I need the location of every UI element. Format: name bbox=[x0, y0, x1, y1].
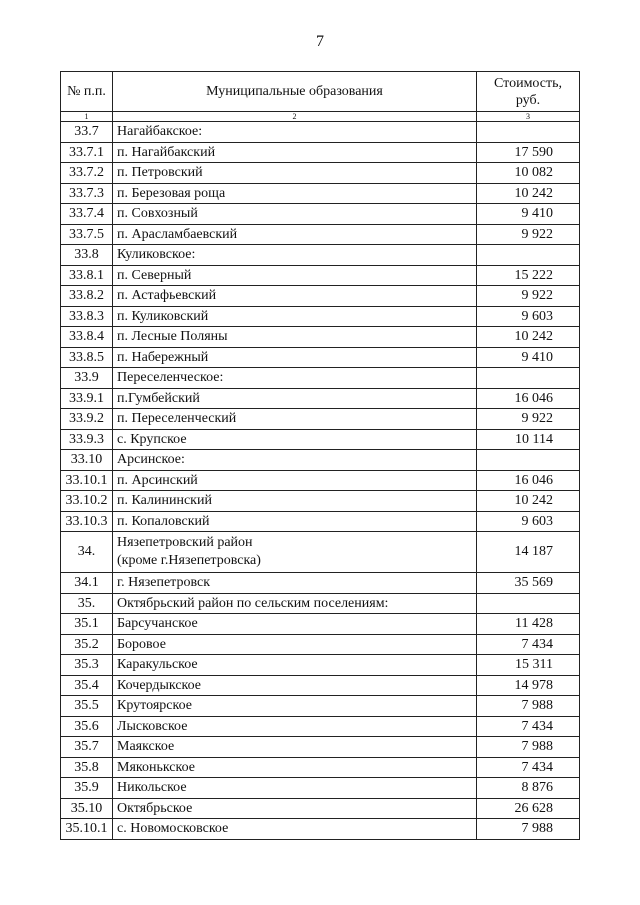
table-row bbox=[61, 491, 580, 512]
row-municipality: с. Новомосковское bbox=[113, 819, 477, 840]
table-row bbox=[61, 614, 580, 635]
header-index-1: 1 bbox=[61, 112, 113, 122]
row-cost: 10 242 bbox=[477, 491, 580, 512]
table-row bbox=[61, 122, 580, 143]
table-row bbox=[61, 696, 580, 717]
row-municipality: Куликовское: bbox=[113, 245, 477, 266]
row-cost: 15 311 bbox=[477, 655, 580, 676]
table-row bbox=[61, 224, 580, 245]
row-cost: 14 187 bbox=[477, 532, 580, 573]
row-cost: 9 603 bbox=[477, 306, 580, 327]
row-municipality: Лысковское bbox=[113, 716, 477, 737]
row-cost: 9 922 bbox=[477, 286, 580, 307]
row-number: 33.8.1 bbox=[61, 265, 113, 286]
row-cost: 9 922 bbox=[477, 409, 580, 430]
row-cost: 14 978 bbox=[477, 675, 580, 696]
row-number: 35.7 bbox=[61, 737, 113, 758]
row-number: 33.7.2 bbox=[61, 163, 113, 184]
row-number: 33.8.4 bbox=[61, 327, 113, 348]
row-number: 33.7.5 bbox=[61, 224, 113, 245]
row-municipality: п. Петровский bbox=[113, 163, 477, 184]
row-municipality: Маякское bbox=[113, 737, 477, 758]
row-number: 35.1 bbox=[61, 614, 113, 635]
table-row bbox=[61, 634, 580, 655]
header-num: № п.п. bbox=[61, 72, 113, 112]
row-municipality: Крутоярское bbox=[113, 696, 477, 717]
row-municipality: п. Набережный bbox=[113, 347, 477, 368]
row-number: 33.10 bbox=[61, 450, 113, 471]
table-row bbox=[61, 306, 580, 327]
row-municipality: п. Калининский bbox=[113, 491, 477, 512]
row-number: 33.9.1 bbox=[61, 388, 113, 409]
table-row bbox=[61, 409, 580, 430]
table-row bbox=[61, 675, 580, 696]
row-number: 33.9.3 bbox=[61, 429, 113, 450]
row-cost bbox=[477, 450, 580, 471]
row-municipality: п. Березовая роща bbox=[113, 183, 477, 204]
row-number: 35.5 bbox=[61, 696, 113, 717]
row-cost: 11 428 bbox=[477, 614, 580, 635]
header-index-2: 2 bbox=[113, 112, 477, 122]
row-cost: 9 410 bbox=[477, 347, 580, 368]
table-row bbox=[61, 778, 580, 799]
row-municipality: п. Лесные Поляны bbox=[113, 327, 477, 348]
table-row bbox=[61, 245, 580, 266]
row-municipality: Кочердыкское bbox=[113, 675, 477, 696]
row-number: 33.10.1 bbox=[61, 470, 113, 491]
table-row bbox=[61, 450, 580, 471]
row-cost: 9 922 bbox=[477, 224, 580, 245]
row-number: 33.9 bbox=[61, 368, 113, 389]
row-cost: 7 434 bbox=[477, 716, 580, 737]
row-municipality: Нагайбакское: bbox=[113, 122, 477, 143]
row-cost: 7 988 bbox=[477, 696, 580, 717]
row-municipality: Октябрьское bbox=[113, 798, 477, 819]
row-number: 35.4 bbox=[61, 675, 113, 696]
row-cost: 16 046 bbox=[477, 470, 580, 491]
row-municipality: Переселенческое: bbox=[113, 368, 477, 389]
row-municipality-line1: Нязепетровский район bbox=[117, 535, 253, 550]
row-number: 33.7.1 bbox=[61, 142, 113, 163]
row-cost: 35 569 bbox=[477, 573, 580, 594]
row-municipality: г. Нязепетровск bbox=[113, 573, 477, 594]
row-cost: 7 434 bbox=[477, 634, 580, 655]
row-municipality-line2: (кроме г.Нязепетровска) bbox=[117, 553, 261, 568]
header-municipality: Муниципальные образования bbox=[113, 72, 477, 112]
row-municipality: п. Переселенческий bbox=[113, 409, 477, 430]
row-municipality: п. Арасламбаевский bbox=[113, 224, 477, 245]
row-number: 33.8 bbox=[61, 245, 113, 266]
table-row bbox=[61, 142, 580, 163]
row-number: 33.8.3 bbox=[61, 306, 113, 327]
row-municipality: п. Арсинский bbox=[113, 470, 477, 491]
table-row bbox=[61, 655, 580, 676]
header-index-3: 3 bbox=[477, 112, 580, 122]
table-row bbox=[61, 265, 580, 286]
table-row bbox=[61, 798, 580, 819]
row-municipality: Никольское bbox=[113, 778, 477, 799]
row-municipality: п. Совхозный bbox=[113, 204, 477, 225]
row-number: 34. bbox=[61, 532, 113, 573]
row-municipality: п. Нагайбакский bbox=[113, 142, 477, 163]
row-number: 35.9 bbox=[61, 778, 113, 799]
table-row bbox=[61, 388, 580, 409]
table-row bbox=[61, 327, 580, 348]
table-row bbox=[61, 737, 580, 758]
table-row bbox=[61, 429, 580, 450]
row-municipality: Каракульское bbox=[113, 655, 477, 676]
table-row bbox=[61, 511, 580, 532]
row-municipality: Мяконькское bbox=[113, 757, 477, 778]
table-row bbox=[61, 368, 580, 389]
row-number: 33.7.4 bbox=[61, 204, 113, 225]
row-cost: 17 590 bbox=[477, 142, 580, 163]
row-cost: 9 603 bbox=[477, 511, 580, 532]
table-row bbox=[61, 819, 580, 840]
row-municipality: п.Гумбейский bbox=[113, 388, 477, 409]
row-number: 33.10.3 bbox=[61, 511, 113, 532]
row-cost: 10 114 bbox=[477, 429, 580, 450]
row-cost: 7 988 bbox=[477, 737, 580, 758]
row-cost: 7 988 bbox=[477, 819, 580, 840]
row-cost: 10 242 bbox=[477, 327, 580, 348]
row-cost bbox=[477, 245, 580, 266]
row-cost bbox=[477, 593, 580, 614]
row-cost bbox=[477, 368, 580, 389]
table-row bbox=[61, 163, 580, 184]
row-municipality: Арсинское: bbox=[113, 450, 477, 471]
row-cost: 26 628 bbox=[477, 798, 580, 819]
row-municipality: п. Куликовский bbox=[113, 306, 477, 327]
table-row bbox=[61, 286, 580, 307]
row-cost: 10 082 bbox=[477, 163, 580, 184]
row-number: 33.9.2 bbox=[61, 409, 113, 430]
row-municipality: Октябрьский район по сельским поселениям: bbox=[113, 593, 477, 614]
page-number: 7 bbox=[316, 33, 324, 50]
table-row bbox=[61, 204, 580, 225]
row-municipality: п. Астафьевский bbox=[113, 286, 477, 307]
row-number: 33.7 bbox=[61, 122, 113, 143]
table-row bbox=[61, 573, 580, 594]
table-row bbox=[61, 183, 580, 204]
row-number: 35.2 bbox=[61, 634, 113, 655]
table-row bbox=[61, 593, 580, 614]
row-number: 34.1 bbox=[61, 573, 113, 594]
row-number: 33.7.3 bbox=[61, 183, 113, 204]
row-number: 33.8.5 bbox=[61, 347, 113, 368]
row-number: 35.8 bbox=[61, 757, 113, 778]
row-number: 35.3 bbox=[61, 655, 113, 676]
row-cost: 16 046 bbox=[477, 388, 580, 409]
row-number: 35. bbox=[61, 593, 113, 614]
row-number: 33.10.2 bbox=[61, 491, 113, 512]
row-municipality: Барсучанское bbox=[113, 614, 477, 635]
row-cost: 7 434 bbox=[477, 757, 580, 778]
row-number: 35.6 bbox=[61, 716, 113, 737]
header-cost: Стоимость, руб. bbox=[477, 72, 580, 112]
row-municipality: п. Северный bbox=[113, 265, 477, 286]
table-row bbox=[61, 757, 580, 778]
row-municipality bbox=[113, 532, 477, 573]
row-cost: 9 410 bbox=[477, 204, 580, 225]
row-municipality: с. Крупское bbox=[113, 429, 477, 450]
row-cost bbox=[477, 122, 580, 143]
table-row bbox=[61, 470, 580, 491]
row-number: 35.10.1 bbox=[61, 819, 113, 840]
row-cost: 8 876 bbox=[477, 778, 580, 799]
row-cost: 10 242 bbox=[477, 183, 580, 204]
cost-table bbox=[60, 71, 580, 840]
row-number: 35.10 bbox=[61, 798, 113, 819]
table-row bbox=[61, 347, 580, 368]
row-number: 33.8.2 bbox=[61, 286, 113, 307]
row-municipality: п. Копаловский bbox=[113, 511, 477, 532]
row-cost: 15 222 bbox=[477, 265, 580, 286]
table-body bbox=[61, 122, 580, 840]
row-municipality: Боровое bbox=[113, 634, 477, 655]
table-row bbox=[61, 716, 580, 737]
table-row bbox=[61, 532, 580, 573]
